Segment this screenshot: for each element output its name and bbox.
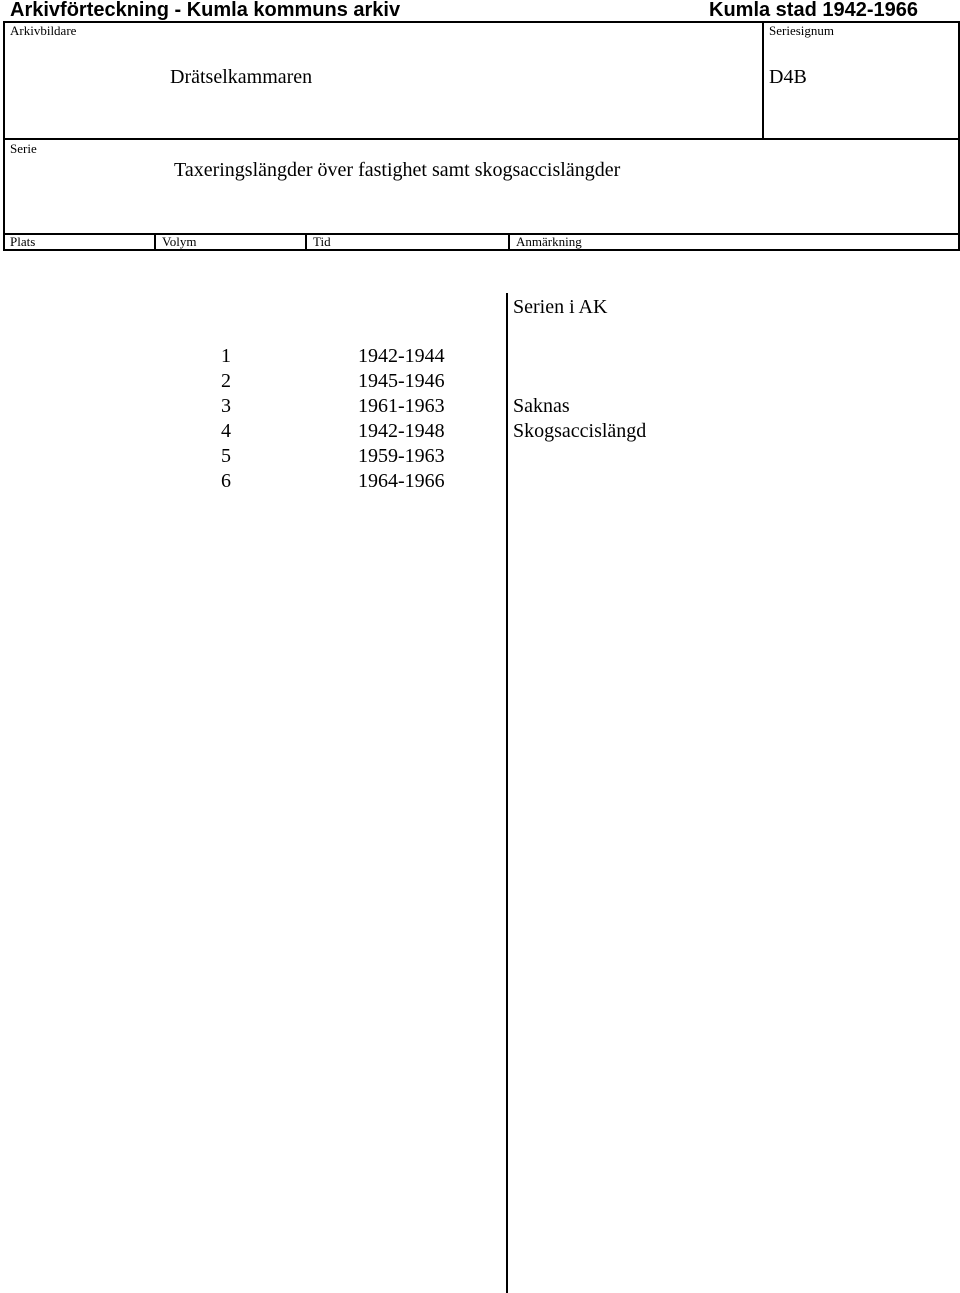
- column-divider: [508, 233, 510, 251]
- row-tid: 1942-1948: [358, 420, 445, 442]
- seriesignum-value: D4B: [769, 66, 807, 88]
- document-title: Arkivförteckning - Kumla kommuns arkiv: [10, 0, 401, 21]
- row-anmarkning: Saknas: [513, 395, 570, 417]
- column-header-plats: Plats: [10, 234, 36, 249]
- column-header-volym: Volym: [162, 234, 197, 249]
- serie-label: Serie: [10, 141, 37, 156]
- row-tid: 1964-1966: [358, 470, 445, 492]
- row-anmarkning: Skogsaccislängd: [513, 420, 647, 442]
- document-subtitle: Kumla stad 1942-1966: [709, 0, 919, 21]
- row-tid: 1942-1944: [358, 345, 445, 367]
- row-volym: 5: [221, 445, 231, 467]
- column-header-tid: Tid: [313, 234, 331, 249]
- serie-box: [3, 138, 960, 235]
- column-header-anmarkning: Anmärkning: [516, 234, 582, 249]
- arkivbildare-value: Drätselkammaren: [170, 66, 313, 88]
- anmarkning-column-rule: [506, 293, 508, 1293]
- arkivbildare-box: [3, 21, 764, 140]
- column-divider: [305, 233, 307, 251]
- row-tid: 1959-1963: [358, 445, 445, 467]
- column-divider: [154, 233, 156, 251]
- row-tid: 1945-1946: [358, 370, 445, 392]
- row-volym: 6: [221, 470, 231, 492]
- row-volym: 3: [221, 395, 231, 417]
- serie-value: Taxeringslängder över fastighet samt skogsaccislängder: [174, 159, 621, 181]
- row-volym: 4: [221, 420, 231, 442]
- section-note: Serien i AK: [513, 296, 608, 318]
- arkivbildare-label: Arkivbildare: [10, 23, 77, 38]
- row-volym: 1: [221, 345, 231, 367]
- column-header-row: [3, 233, 960, 251]
- row-volym: 2: [221, 370, 231, 392]
- row-tid: 1961-1963: [358, 395, 445, 417]
- seriesignum-label: Seriesignum: [769, 23, 834, 38]
